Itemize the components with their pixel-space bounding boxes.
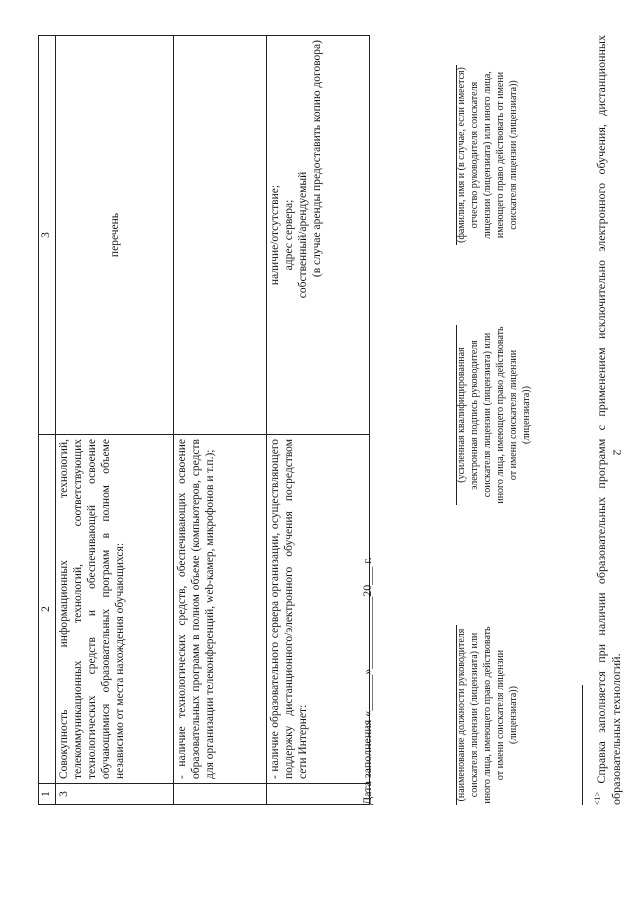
value-line: наличие/отсутствие; — [269, 184, 281, 286]
date-fill-line — [360, 557, 375, 805]
footnote — [590, 35, 624, 805]
row-description: - наличие технологических средств, обеспечивающих освоение образовательных программ в полном объеме (компьютеров, средств для организации телеконференций, web-камер, микрофонов и т.п.); — [174, 435, 267, 784]
header-col-1: 1 — [39, 784, 56, 805]
date-label: Дата заполнения « — [360, 710, 374, 805]
row-number: 3 — [56, 784, 174, 805]
footnote-mark: <1> — [593, 791, 602, 805]
row-number — [174, 784, 267, 805]
position-caption: (наименование должности руководителя соискателя лицензии (лицензиата) или иного лица, имеющего право действовать от имени соискателя лицензии (лицензиата)) — [456, 626, 519, 804]
date-year-blank: ___ — [360, 566, 374, 585]
date-month-blank: ____________ — [360, 596, 374, 669]
table-header-row — [39, 36, 56, 805]
page-number: 2 — [610, 449, 625, 456]
row-description: - наличие образовательного сервера организации, осуществляющего поддержку дистанционного/электронного обучения посредством сети Интернет: — [267, 435, 370, 784]
value-line: (в случае аренды предоставить копию договора) — [311, 40, 323, 278]
facilities-table — [38, 35, 370, 805]
date-day-blank: ______ — [360, 674, 374, 711]
row-number — [267, 784, 370, 805]
header-col-2: 2 — [39, 435, 56, 784]
table-row — [174, 36, 267, 805]
name-caption: (фамилия, имя и (в случае, если имеется) отчество руководителя соискателя лицензии (лицензиата) или иного лица, имеющего право действовать от имени соискателя лицензии (лицензиата)) — [456, 67, 519, 243]
row-description: Совокупность информационных технологий, телекоммуникационных технологий, соответствующих технологических средств и обеспечивающей освоение обучающимися образовательных программ в полном объеме независимо от места нахождения обучающихся: — [56, 435, 174, 784]
footnote-rule — [582, 685, 583, 805]
footnote-text: Справка заполняется при наличии образовательных программ с применением исключительно электронного обучения, дистанционных образовательных технологий. — [594, 35, 623, 805]
signature-caption: (усиленная квалифицированная электронная подпись руководителя соискателя лицензии (лицензиата) или иного лица, имеющего право действовать от имени соискателя лицензии (лицензиата)) — [456, 326, 532, 504]
value-line: собственный/арендуемый — [297, 171, 309, 299]
table-row — [56, 36, 174, 805]
date-year-prefix: 20 — [360, 584, 374, 597]
date-year-suffix: г. — [360, 557, 374, 564]
table-row — [267, 36, 370, 805]
row-value-list — [267, 36, 370, 435]
row-value: перечень — [56, 36, 174, 435]
header-col-3: 3 — [39, 36, 56, 435]
value-line: адрес сервера; — [283, 199, 295, 271]
date-quote-close: » — [360, 668, 374, 675]
row-value — [174, 36, 267, 435]
